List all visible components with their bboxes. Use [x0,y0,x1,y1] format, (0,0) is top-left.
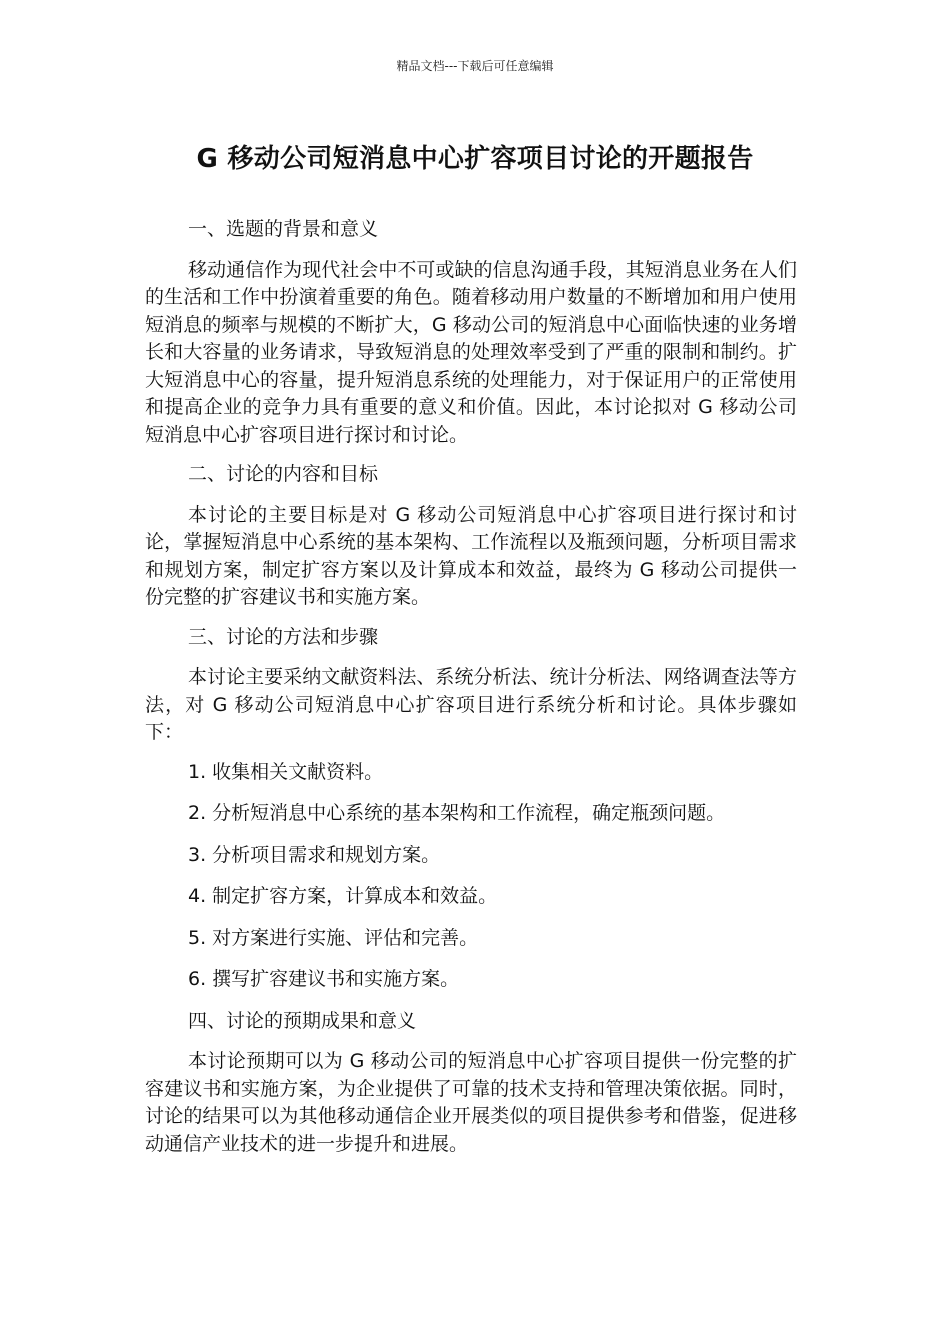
step-item: 2. 分析短消息中心系统的基本架构和工作流程，确定瓶颈问题。 [188,802,726,824]
section-heading-background: 一、选题的背景和意义 [188,218,379,240]
header-note: 精品文档---下载后可任意编辑 [396,59,554,73]
section-paragraph-method: 本讨论主要采纳文献资料法、系统分析法、统计分析法、网络调查法等方法，对 G 移动公司短消息中心扩容项目进行系统分析和讨论。具体步骤如下： [145,666,797,743]
step-item: 1. 收集相关文献资料。 [188,760,384,783]
section-heading-outcome: 四、讨论的预期成果和意义 [188,1009,417,1032]
section-paragraph-content: 本讨论的主要目标是对 G 移动公司短消息中心扩容项目进行探讨和讨论，掌握短消息中心系统的基本架构、工作流程以及瓶颈问题，分析项目需求和规划方案，制定扩容方案以及计算成本和效益，最终为 G 移动公司提供一份完整的扩容建议书和实施方案。 [145,503,797,608]
step-item: 4. 制定扩容方案，计算成本和效益。 [188,885,498,907]
section-heading-content: 二、讨论的内容和目标 [188,463,379,485]
step-item: 6. 撰写扩容建议书和实施方案。 [188,968,460,990]
section-paragraph-background: 移动通信作为现代社会中不可或缺的信息沟通手段，其短消息业务在人们的生活和工作中扮演着重要的角色。随着移动用户数量的不断增加和用户使用短消息的频率与规模的不断扩大，G 移动公司的短消息中心面临快速的业务增长和大容量的业务请求，导致短消息的处理效率受到了严重的限制和制约。扩大短消息中心的容量，提升短消息系统的处理能力，对于保证用户的正常使用和提高企业的竞争力具有重要的意义和价值。因此，本讨论拟对 G 移动公司短消息中心扩容项目进行探讨和讨论。 [145,258,797,446]
section-paragraph-outcome: 本讨论预期可以为 G 移动公司的短消息中心扩容项目提供一份完整的扩容建议书和实施方案，为企业提供了可靠的技术支持和管理决策依据。同时，讨论的结果可以为其他移动通信企业开展类似的项目提供参考和借鉴，促进移动通信产业技术的进一步提升和进展。 [145,1050,797,1155]
section-heading-method: 三、讨论的方法和步骤 [188,625,379,648]
document-body [145,216,797,1170]
document-title: G 移动公司短消息中心扩容项目讨论的开题报告 [196,144,754,174]
step-item: 5. 对方案进行实施、评估和完善。 [188,926,479,949]
step-item: 3. 分析项目需求和规划方案。 [188,843,441,866]
